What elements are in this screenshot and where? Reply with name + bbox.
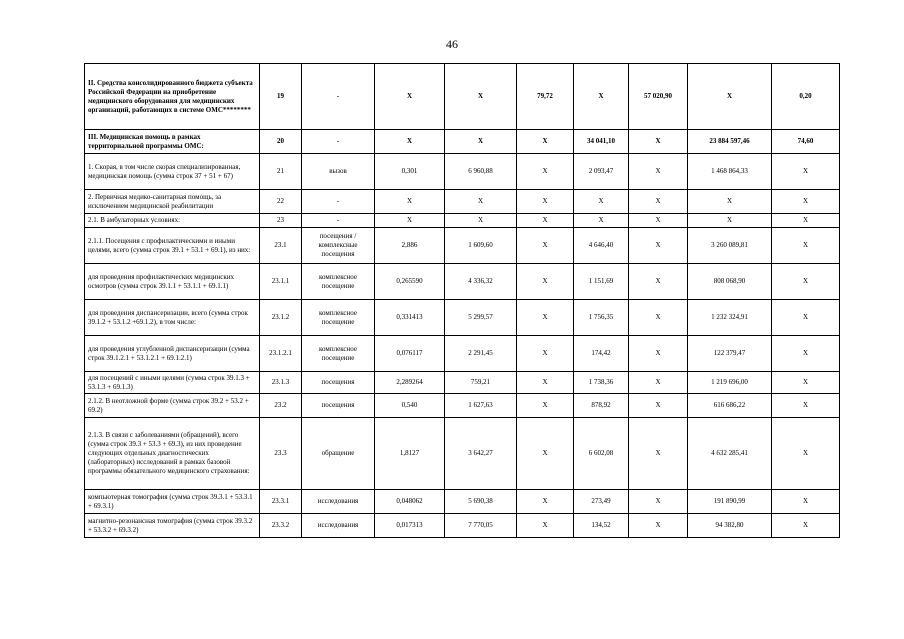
row-number-cell: 22 [260, 190, 302, 214]
norm-cost-cell: X [445, 190, 517, 214]
budget-total-cell: X [629, 190, 688, 214]
norm-cost-cell: 5 690,38 [445, 490, 517, 514]
unit-cell: обращение [302, 418, 375, 490]
norm-volume-cell: 0,265590 [375, 264, 445, 300]
share-cell: X [772, 190, 840, 214]
budget-total-cell: X [629, 418, 688, 490]
unit-cell: комплексное посещение [302, 264, 375, 300]
row-number-cell: 23.2 [260, 394, 302, 418]
oms-total-cell: 122 379,47 [688, 336, 772, 372]
budget-per-capita-cell: X [517, 490, 574, 514]
share-cell: X [772, 336, 840, 372]
oms-total-cell: 1 468 864,33 [688, 154, 772, 190]
oms-total-cell: 1 232 324,91 [688, 300, 772, 336]
budget-total-cell: X [629, 300, 688, 336]
table-row [85, 214, 840, 228]
norm-cost-cell: 5 299,57 [445, 300, 517, 336]
row-name-cell: 2.1.1. Посещения с профилактическими и иными целями, всего (сумма строк 39.1 + 53.1 + 69.1), из них: [85, 228, 260, 264]
oms-per-capita-cell: 878,92 [574, 394, 629, 418]
norm-volume-cell: X [375, 214, 445, 228]
norm-volume-cell: 0,540 [375, 394, 445, 418]
row-number-cell: 23.1.3 [260, 372, 302, 394]
row-name-cell: 2. Первичная медико-санитарная помощь, за исключением медицинской реабилитации [85, 190, 260, 214]
budget-total-cell: X [629, 154, 688, 190]
oms-per-capita-cell: 273,49 [574, 490, 629, 514]
row-number-cell: 23.3.1 [260, 490, 302, 514]
unit-cell: - [302, 214, 375, 228]
share-cell: X [772, 490, 840, 514]
budget-per-capita-cell: 79,72 [517, 64, 574, 130]
norm-volume-cell: 2,289264 [375, 372, 445, 394]
budget-total-cell: X [629, 228, 688, 264]
table-row [85, 336, 840, 372]
table-row [85, 264, 840, 300]
table-row [85, 64, 840, 130]
budget-per-capita-cell: X [517, 418, 574, 490]
oms-per-capita-cell: 134,52 [574, 514, 629, 538]
oms-total-cell: 808 068,90 [688, 264, 772, 300]
budget-per-capita-cell: X [517, 130, 574, 154]
row-name-cell: для проведения профилактических медицинских осмотров (сумма строк 39.1.1 + 53.1.1 + 69.1.1) [85, 264, 260, 300]
table-row [85, 300, 840, 336]
oms-total-cell: 4 632 285,41 [688, 418, 772, 490]
share-cell: X [772, 300, 840, 336]
norm-volume-cell: 1,8127 [375, 418, 445, 490]
oms-per-capita-cell: 1 738,36 [574, 372, 629, 394]
norm-volume-cell: 0,048062 [375, 490, 445, 514]
share-cell: X [772, 154, 840, 190]
table-row [85, 154, 840, 190]
row-name-cell: 2.1.3. В связи с заболеваниями (обращений), всего (сумма строк 39.3 + 53.3 + 69.3), из них проведение следующих отдельных диагностических (лабораторных) исследований в рамках базовой программы обязательного медицинского страхования: [85, 418, 260, 490]
row-name-cell: 2.1.2. В неотложной форме (сумма строк 39.2 + 53.2 + 69.2) [85, 394, 260, 418]
oms-per-capita-cell: 174,42 [574, 336, 629, 372]
budget-per-capita-cell: X [517, 190, 574, 214]
budget-total-cell: X [629, 130, 688, 154]
table-row [85, 514, 840, 538]
budget-total-cell: X [629, 264, 688, 300]
budget-total-cell: X [629, 490, 688, 514]
budget-per-capita-cell: X [517, 372, 574, 394]
oms-per-capita-cell: 2 093,47 [574, 154, 629, 190]
norm-volume-cell: 0,076117 [375, 336, 445, 372]
share-cell: X [772, 514, 840, 538]
norm-cost-cell: 6 960,88 [445, 154, 517, 190]
row-number-cell: 23.1 [260, 228, 302, 264]
row-number-cell: 23.3.2 [260, 514, 302, 538]
table-row [85, 130, 840, 154]
row-number-cell: 23.1.2.1 [260, 336, 302, 372]
share-cell: X [772, 418, 840, 490]
budget-per-capita-cell: X [517, 300, 574, 336]
unit-cell: - [302, 130, 375, 154]
norm-volume-cell: 2,886 [375, 228, 445, 264]
budget-per-capita-cell: X [517, 336, 574, 372]
row-name-cell: 1. Скорая, в том числе скорая специализированная, медицинская помощь (сумма строк 37 + 51 + 67) [85, 154, 260, 190]
unit-cell: вызов [302, 154, 375, 190]
norm-cost-cell: 7 770,05 [445, 514, 517, 538]
table-row [85, 490, 840, 514]
oms-total-cell: X [688, 190, 772, 214]
norm-cost-cell: X [445, 214, 517, 228]
row-name-cell: магнитно-резонансная томография (сумма строк 39.3.2 + 53.3.2 + 69.3.2) [85, 514, 260, 538]
budget-per-capita-cell: X [517, 214, 574, 228]
table-row [85, 372, 840, 394]
norm-cost-cell: 3 642,27 [445, 418, 517, 490]
unit-cell: посещения / комплексные посещения [302, 228, 375, 264]
row-name-cell: II. Средства консолидированного бюджета субъекта Российской Федерации на приобретение медицинского оборудования для медицинских организаций, работающих в системе ОМС******** [85, 64, 260, 130]
row-name-cell: для проведения диспансеризации, всего (сумма строк 39.1.2 + 53.1.2 +69.1.2), в том числе: [85, 300, 260, 336]
budget-per-capita-cell: X [517, 514, 574, 538]
row-number-cell: 21 [260, 154, 302, 190]
norm-cost-cell: 1 609,60 [445, 228, 517, 264]
row-name-cell: 2.1. В амбулаторных условиях: [85, 214, 260, 228]
row-number-cell: 23.1.1 [260, 264, 302, 300]
row-name-cell: компьютерная томография (сумма строк 39.3.1 + 53.3.1 + 69.3.1) [85, 490, 260, 514]
oms-per-capita-cell: 1 756,35 [574, 300, 629, 336]
norm-volume-cell: 0,331413 [375, 300, 445, 336]
norm-cost-cell: 759,21 [445, 372, 517, 394]
norm-volume-cell: X [375, 130, 445, 154]
row-number-cell: 20 [260, 130, 302, 154]
oms-per-capita-cell: 1 151,69 [574, 264, 629, 300]
row-number-cell: 23 [260, 214, 302, 228]
unit-cell: комплексное посещение [302, 336, 375, 372]
norm-volume-cell: 0,301 [375, 154, 445, 190]
unit-cell: - [302, 64, 375, 130]
budget-total-cell: X [629, 372, 688, 394]
budget-per-capita-cell: X [517, 264, 574, 300]
oms-total-cell: X [688, 64, 772, 130]
oms-per-capita-cell: X [574, 64, 629, 130]
row-name-cell: для проведения углубленной диспансеризации (сумма строк 39.1.2.1 + 53.1.2.1 + 69.1.2.1) [85, 336, 260, 372]
share-cell: 0,20 [772, 64, 840, 130]
oms-total-cell: 23 884 597,46 [688, 130, 772, 154]
budget-total-cell: X [629, 336, 688, 372]
oms-total-cell: 94 382,80 [688, 514, 772, 538]
budget-total-cell: X [629, 514, 688, 538]
table-body [85, 64, 840, 538]
financing-table [84, 63, 840, 538]
unit-cell: комплексное посещение [302, 300, 375, 336]
row-name-cell: для посещений с иными целями (сумма строк 39.1.3 + 53.1.3 + 69.1.3) [85, 372, 260, 394]
share-cell: X [772, 394, 840, 418]
unit-cell: исследования [302, 490, 375, 514]
oms-per-capita-cell: 4 646,40 [574, 228, 629, 264]
table-row [85, 418, 840, 490]
row-number-cell: 23.3 [260, 418, 302, 490]
budget-total-cell: X [629, 214, 688, 228]
norm-volume-cell: X [375, 190, 445, 214]
norm-cost-cell: 1 627,63 [445, 394, 517, 418]
page-number: 46 [446, 37, 458, 51]
share-cell: X [772, 214, 840, 228]
oms-per-capita-cell: X [574, 190, 629, 214]
row-number-cell: 23.1.2 [260, 300, 302, 336]
share-cell: X [772, 372, 840, 394]
oms-total-cell: 1 219 696,00 [688, 372, 772, 394]
oms-per-capita-cell: 34 041,10 [574, 130, 629, 154]
share-cell: X [772, 228, 840, 264]
norm-volume-cell: 0,017313 [375, 514, 445, 538]
norm-cost-cell: X [445, 130, 517, 154]
unit-cell: исследования [302, 514, 375, 538]
norm-cost-cell: X [445, 64, 517, 130]
budget-per-capita-cell: X [517, 394, 574, 418]
table-row [85, 228, 840, 264]
unit-cell: посещения [302, 394, 375, 418]
row-name-cell: III. Медицинская помощь в рамках территориальной программы ОМС: [85, 130, 260, 154]
norm-cost-cell: 2 291,45 [445, 336, 517, 372]
budget-per-capita-cell: X [517, 228, 574, 264]
table-row [85, 190, 840, 214]
row-number-cell: 19 [260, 64, 302, 130]
budget-total-cell: X [629, 394, 688, 418]
budget-per-capita-cell: X [517, 154, 574, 190]
oms-per-capita-cell: 6 602,08 [574, 418, 629, 490]
table-row [85, 394, 840, 418]
share-cell: 74,60 [772, 130, 840, 154]
norm-cost-cell: 4 336,32 [445, 264, 517, 300]
oms-total-cell: 191 890,99 [688, 490, 772, 514]
unit-cell: посещения [302, 372, 375, 394]
norm-volume-cell: X [375, 64, 445, 130]
oms-per-capita-cell: X [574, 214, 629, 228]
oms-total-cell: 616 686,22 [688, 394, 772, 418]
unit-cell: - [302, 190, 375, 214]
oms-total-cell: X [688, 214, 772, 228]
share-cell: X [772, 264, 840, 300]
budget-total-cell: 57 020,90 [629, 64, 688, 130]
oms-total-cell: 3 260 089,81 [688, 228, 772, 264]
